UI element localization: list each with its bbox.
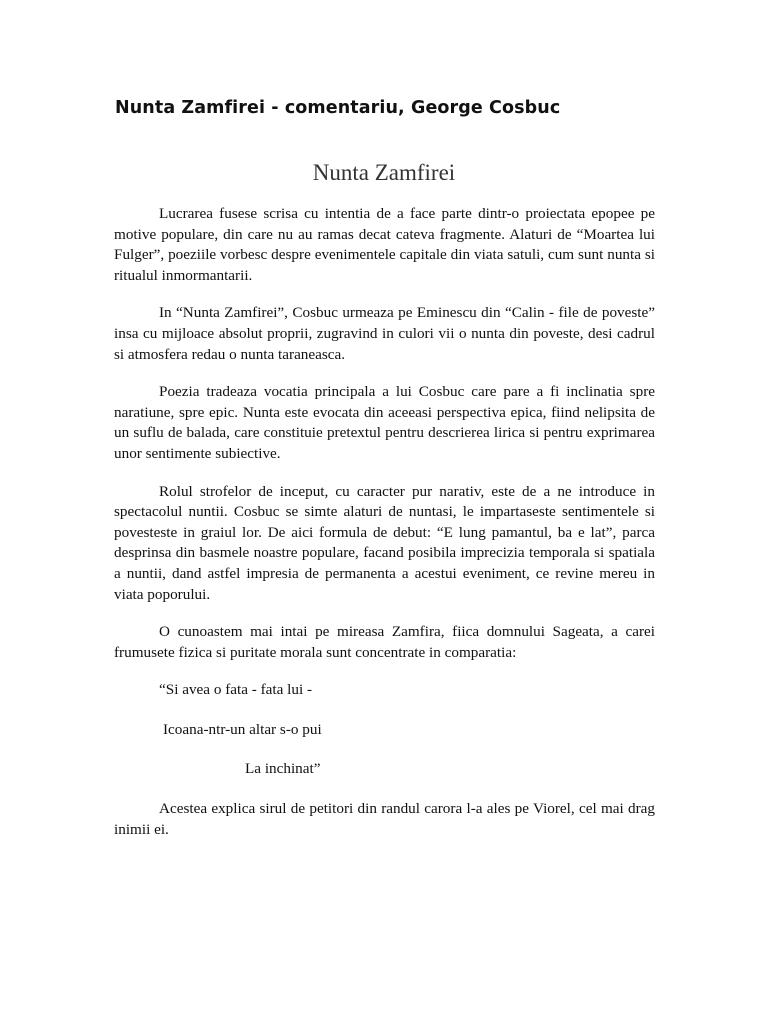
document-title: Nunta Zamfirei (312, 160, 456, 185)
paragraph: Poezia tradeaza vocatia principala a lui Cosbuc care pare a fi inclinatia spre naratiune, spre epic. Nunta este evocata din aceeasi perspectiva epica, fiind nelipsita de un suflu de balada, care constituie pretextul pentru descrierea lirica si pentru exprimarea unor sentimente subiective. (114, 383, 655, 462)
document-heading: Nunta Zamfirei - comentariu, George Cosbuc (115, 98, 561, 118)
verse-line: La inchinat” (245, 760, 321, 778)
paragraph: Acestea explica sirul de petitori din randul carora l-a ales pe Viorel, cel mai drag inimii ei. (114, 800, 655, 838)
paragraph: In “Nunta Zamfirei”, Cosbuc urmeaza pe Eminescu din “Calin - file de poveste” insa cu mijloace absolut proprii, zugravind in culori vii o nunta din poveste, desi cadrul si atmosfera redau o nunta taraneasca. (114, 304, 655, 363)
verse-line: Icoana-ntr-un altar s-o pui (163, 720, 322, 738)
paragraph: Rolul strofelor de inceput, cu caracter pur narativ, este de a ne introduce in spectacolul nuntii. Cosbuc se simte alaturi de nuntasi, le impartaseste sentimentele si povesteste in graiul lor. De aici formula de debut: “E lung pamantul, ba e lat”, parca desprinsa din basmele noastre populare, facand posibila imprecizia temporala si spatiala a nuntii, dand astfel impresia de permanenta a acestui eveniment, ce revine mereu in viata poporului. (114, 482, 655, 603)
paragraph: Lucrarea fusese scrisa cu intentia de a face parte dintr-o proiectata epopee pe motive populare, din care nu au ramas decat cateva fragmente. Alaturi de “Moartea lui Fulger”, poeziile vorbesc despre evenimentele capitale din viata satuli, cum sunt nunta si ritualul inmormantarii. (114, 205, 655, 284)
document-body (114, 204, 655, 857)
verse-line: “Si avea o fata - fata lui - (159, 681, 313, 699)
paragraph: O cunoastem mai intai pe mireasa Zamfira, fiica domnului Sageata, a carei frumusete fizica si puritate morala sunt concentrate in comparatia: (114, 623, 655, 661)
